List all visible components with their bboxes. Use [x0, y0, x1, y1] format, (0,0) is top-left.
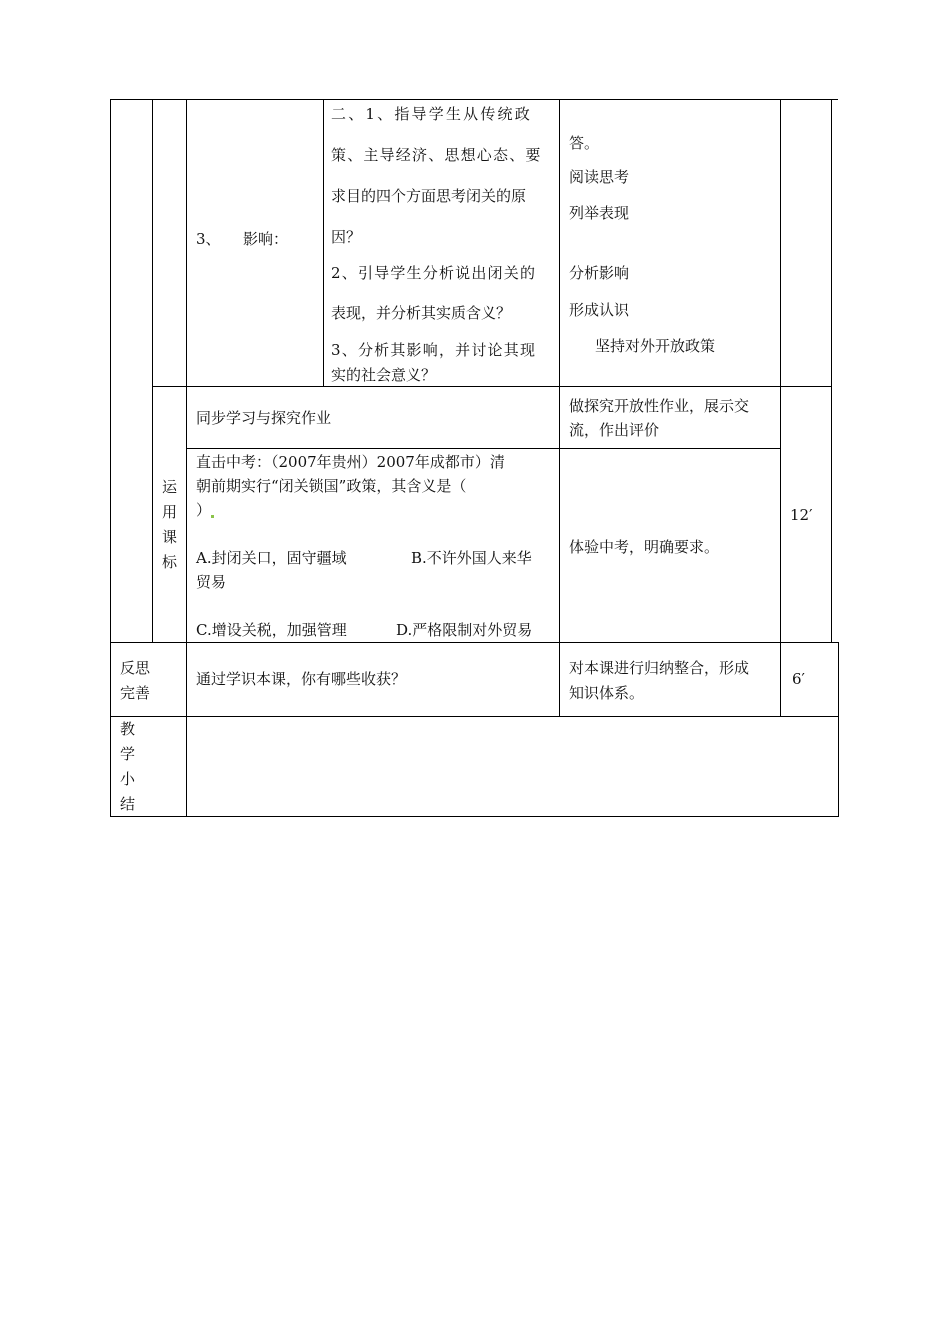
col-divider-5	[780, 99, 781, 717]
apply-time: 12′	[790, 506, 813, 524]
apply-label-char: 课	[162, 528, 178, 546]
guide-line: 策、主导经济、思想心态、要	[331, 146, 542, 164]
apply-label-char: 用	[162, 503, 178, 521]
top-border	[110, 99, 838, 100]
col-divider-1	[152, 99, 153, 643]
summary-label-char: 结	[120, 795, 136, 813]
reflect-label-line: 反思	[120, 659, 151, 677]
col-divider-6	[831, 99, 832, 643]
row-divider-summary	[110, 716, 839, 717]
option-c: C.增设关税，加强管理	[196, 621, 347, 639]
student-line: 分析影响	[569, 264, 630, 282]
apply-label-char: 标	[162, 553, 178, 571]
row-divider-reflect	[110, 642, 839, 643]
option-b-continued: 贸易	[196, 573, 227, 591]
guide-line: 因？	[331, 228, 362, 246]
student-line: 阅读思考	[569, 168, 630, 186]
student-line: 答。	[569, 134, 600, 152]
homework-title: 同步学习与探究作业	[196, 409, 332, 427]
summary-label-char: 学	[120, 745, 136, 763]
option-d: D.严格限制对外贸易	[396, 621, 533, 639]
green-mark	[211, 515, 214, 518]
question-line: ）	[196, 501, 212, 519]
question-activity: 体验中考，明确要求。	[569, 538, 720, 556]
row-divider-apply	[152, 386, 831, 387]
row-divider-homework	[186, 448, 780, 449]
question-line: 直击中考：（2007年贵州）2007年成都市）清	[196, 453, 505, 471]
reflect-time: 6′	[792, 670, 805, 688]
option-a: A.封闭关口，固守疆域	[196, 549, 347, 567]
reflect-activity-line: 对本课进行归纳整合，形成	[569, 659, 750, 677]
bottom-border	[110, 816, 839, 817]
apply-label-char: 运	[162, 478, 178, 496]
col-divider-3	[323, 99, 324, 387]
guide-line: 3、分析其影响，并讨论其现	[331, 341, 537, 359]
reflect-label-line: 完善	[120, 684, 151, 702]
homework-activity-line: 流，作出评价	[569, 421, 660, 439]
summary-label-char: 教	[120, 720, 136, 738]
left-border	[110, 99, 111, 817]
right-border-lower	[838, 642, 839, 817]
student-line: 坚持对外开放政策	[595, 337, 716, 355]
guide-line: 实的社会意义？	[331, 366, 437, 384]
summary-label-char: 小	[120, 770, 136, 788]
content-influence: 3、 影响：	[196, 230, 289, 248]
student-line: 列举表现	[569, 204, 630, 222]
guide-line: 二、1、指导学生从传统政	[331, 105, 532, 123]
guide-line: 表现，并分析其实质含义？	[331, 304, 512, 322]
question-line: 朝前期实行“闭关锁国”政策，其含义是（	[196, 477, 467, 495]
option-b: B.不许外国人来华	[411, 549, 532, 567]
reflect-activity-line: 知识体系。	[569, 684, 645, 702]
guide-line: 2、引导学生分析说出闭关的	[331, 264, 537, 282]
student-line: 形成认识	[569, 301, 630, 319]
col-divider-2	[186, 99, 187, 817]
reflect-content: 通过学识本课，你有哪些收获？	[196, 670, 407, 688]
homework-activity-line: 做探究开放性作业，展示交	[569, 397, 750, 415]
col-divider-4	[559, 99, 560, 717]
guide-line: 求目的四个方面思考闭关的原	[331, 187, 527, 205]
